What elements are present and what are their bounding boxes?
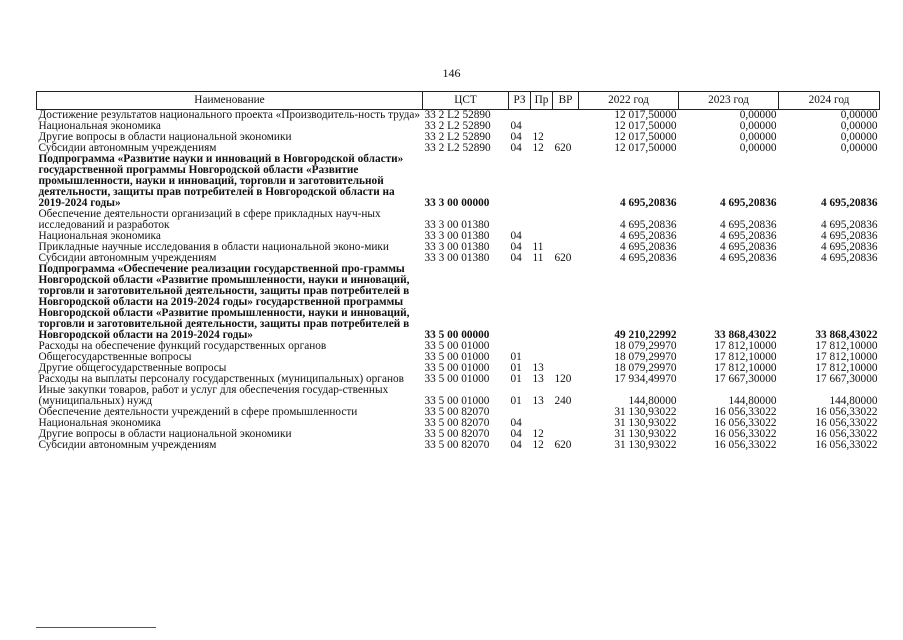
row-rz-cell: 04 <box>510 428 522 440</box>
row-rz-cell: 04 <box>510 120 522 132</box>
row-rz-cell: 04 <box>510 417 522 429</box>
row-2023-cell: 0,00000 <box>739 131 777 143</box>
row-cst-cell: 33 3 00 01380 <box>424 230 490 242</box>
row-2024-cell: 17 812,10000 <box>815 362 878 374</box>
row-2022-cell: 31 130,93022 <box>614 428 677 440</box>
row-vr-cell <box>553 407 579 418</box>
row-pr-cell <box>531 110 553 122</box>
row-rz-cell: 01 <box>510 362 522 374</box>
row-2024-cell: 16 056,33022 <box>815 406 878 418</box>
row-name-cell: Иные закупки товаров, работ и услуг для обеспечения государ-ственных (муниципальных) нужд <box>38 384 389 407</box>
row-vr-cell: 620 <box>554 252 572 264</box>
row-rz-cell: 01 <box>510 373 522 385</box>
row-vr-cell: 240 <box>554 395 572 407</box>
table-row <box>37 209 880 231</box>
row-2024-cell: 0,00000 <box>840 142 878 154</box>
row-cst-cell: 33 5 00 82070 <box>424 428 490 440</box>
footnote-divider <box>36 627 156 628</box>
row-rz-cell: 04 <box>510 230 522 242</box>
row-pr-cell: 12 <box>532 439 544 451</box>
row-2023-cell: 17 812,10000 <box>714 340 777 352</box>
column-header-rz: РЗ <box>509 92 531 110</box>
row-name-cell: Подпрограмма «Развитие науки и инноваций в Новгородской области» государственной программы Новгородской области «Развитие промышленности, науки и инноваций, торговли и заготовительной деятельности, защиты прав потребителей в Новгородской области на 2019-2024 годы» <box>38 153 404 209</box>
row-cst-cell: 33 2 L2 52890 <box>424 109 491 121</box>
row-2022-cell: 31 130,93022 <box>614 406 677 418</box>
row-cst-cell: 33 3 00 00000 <box>424 197 490 209</box>
row-2022-cell: 31 130,93022 <box>614 439 677 451</box>
row-rz-cell: 04 <box>510 142 522 154</box>
row-2023-cell: 17 812,10000 <box>714 362 777 374</box>
row-2023-cell: 33 868,43022 <box>714 329 777 341</box>
table-row <box>37 440 880 451</box>
row-2024-cell: 144,80000 <box>829 395 878 407</box>
row-cst-cell: 33 5 00 00000 <box>424 329 490 341</box>
row-2022-cell: 4 695,20836 <box>620 219 677 231</box>
row-2024-cell: 33 868,43022 <box>815 329 878 341</box>
row-cst-cell: 33 3 00 01380 <box>424 219 490 231</box>
row-pr-cell <box>531 264 553 341</box>
row-rz-cell <box>509 209 531 231</box>
row-2022-cell: 12 017,50000 <box>614 142 677 154</box>
page-number: 146 <box>442 66 461 80</box>
row-vr-cell <box>553 121 579 132</box>
row-2024-cell: 16 056,33022 <box>815 417 878 429</box>
row-pr-cell: 11 <box>532 241 544 253</box>
row-cst-cell: 33 3 00 01380 <box>424 241 490 253</box>
row-2023-cell: 17 667,30000 <box>714 373 777 385</box>
row-name-cell: Прикладные научные исследования в области национальной эконо-мики <box>38 241 389 253</box>
row-2024-cell: 16 056,33022 <box>815 428 878 440</box>
row-name-cell: Другие общегосударственные вопросы <box>38 362 227 374</box>
row-vr-cell <box>553 231 579 242</box>
row-2023-cell: 4 695,20836 <box>720 230 777 242</box>
row-rz-cell: 01 <box>510 351 522 363</box>
row-name-cell: Подпрограмма «Обеспечение реализации государственной про-граммы Новгородской области «Развитие промышленности, науки и инноваций, торговли и заготовительной деятельности, защиты прав потребителей в Новгородской области на 2019-2024 годы» государственной программы Новгородской области «Развитие промышленности, науки и инноваций, торговли и заготовительной деятельности, защиты прав потребителей в Новгородской области на 2019-2024 годы» <box>38 263 410 341</box>
row-name-cell: Достижение результатов национального проекта «Производитель-ность труда» <box>38 109 420 121</box>
row-vr-cell <box>553 352 579 363</box>
row-2022-cell: 12 017,50000 <box>614 131 677 143</box>
row-pr-cell: 11 <box>532 252 544 264</box>
row-pr-cell: 13 <box>532 362 544 374</box>
column-header-2024: 2024 год <box>779 92 880 110</box>
table-header-row <box>37 92 880 110</box>
row-2022-cell: 18 079,29970 <box>614 351 677 363</box>
row-2024-cell: 0,00000 <box>840 131 878 143</box>
row-pr-cell <box>531 341 553 352</box>
row-vr-cell <box>553 264 579 341</box>
row-pr-cell: 13 <box>532 373 544 385</box>
row-2024-cell: 4 695,20836 <box>821 219 878 231</box>
row-rz-cell <box>509 264 531 341</box>
row-name-cell: Другие вопросы в области национальной экономики <box>38 428 292 440</box>
row-2022-cell: 12 017,50000 <box>614 109 677 121</box>
row-name-cell: Субсидии автономным учреждениям <box>38 142 217 154</box>
row-vr-cell <box>553 209 579 231</box>
row-cst-cell: 33 2 L2 52890 <box>424 131 491 143</box>
row-rz-cell: 04 <box>510 252 522 264</box>
row-rz-cell <box>509 154 531 209</box>
row-2023-cell: 16 056,33022 <box>714 406 777 418</box>
budget-table <box>36 91 880 451</box>
row-cst-cell: 33 5 00 01000 <box>424 373 490 385</box>
row-rz-cell: 04 <box>510 241 522 253</box>
row-name-cell: Расходы на выплаты персоналу государственных (муниципальных) органов <box>38 373 404 385</box>
row-2024-cell: 4 695,20836 <box>821 241 878 253</box>
row-vr-cell: 620 <box>554 142 572 154</box>
row-2022-cell: 18 079,29970 <box>614 340 677 352</box>
row-2024-cell: 17 812,10000 <box>815 340 878 352</box>
column-header-2022: 2022 год <box>579 92 679 110</box>
table-row <box>37 385 880 407</box>
row-pr-cell <box>531 154 553 209</box>
column-header-pr: Пр <box>531 92 553 110</box>
row-name-cell: Национальная экономика <box>38 120 161 132</box>
row-2022-cell: 49 210,22992 <box>614 329 677 341</box>
row-2024-cell: 17 667,30000 <box>815 373 878 385</box>
table-row <box>37 264 880 341</box>
row-name-cell: Национальная экономика <box>38 417 161 429</box>
row-vr-cell <box>553 154 579 209</box>
row-2024-cell: 17 812,10000 <box>815 351 878 363</box>
row-2022-cell: 4 695,20836 <box>620 252 677 264</box>
row-vr-cell: 620 <box>554 439 572 451</box>
column-header-name: Наименование <box>37 92 423 110</box>
row-name-cell: Субсидии автономным учреждениям <box>38 439 217 451</box>
row-2022-cell: 17 934,49970 <box>614 373 677 385</box>
row-2024-cell: 4 695,20836 <box>821 197 878 209</box>
row-pr-cell <box>531 209 553 231</box>
row-cst-cell: 33 5 00 01000 <box>424 362 490 374</box>
row-2024-cell: 4 695,20836 <box>821 230 878 242</box>
row-cst-cell: 33 5 00 01000 <box>424 395 490 407</box>
row-2023-cell: 4 695,20836 <box>720 219 777 231</box>
row-2024-cell: 0,00000 <box>840 120 878 132</box>
row-name-cell: Обеспечение деятельности организаций в сфере прикладных науч-ных исследований и разработок <box>38 208 381 231</box>
row-pr-cell: 12 <box>532 131 544 143</box>
row-2023-cell: 4 695,20836 <box>720 197 777 209</box>
row-2023-cell: 0,00000 <box>739 142 777 154</box>
row-cst-cell: 33 5 00 82070 <box>424 439 490 451</box>
row-vr-cell <box>553 418 579 429</box>
row-vr-cell: 120 <box>554 373 572 385</box>
row-name-cell: Другие вопросы в области национальной экономики <box>38 131 292 143</box>
row-2022-cell: 18 079,29970 <box>614 362 677 374</box>
row-2023-cell: 4 695,20836 <box>720 252 777 264</box>
row-name-cell: Субсидии автономным учреждениям <box>38 252 217 264</box>
row-name-cell: Обеспечение деятельности учреждений в сфере промышленности <box>38 406 358 418</box>
row-cst-cell: 33 5 00 82070 <box>424 406 490 418</box>
row-2022-cell: 4 695,20836 <box>620 230 677 242</box>
row-2023-cell: 0,00000 <box>739 109 777 121</box>
row-2023-cell: 16 056,33022 <box>714 428 777 440</box>
row-vr-cell <box>553 110 579 122</box>
row-name-cell: Национальная экономика <box>38 230 161 242</box>
row-2022-cell: 4 695,20836 <box>620 241 677 253</box>
row-cst-cell: 33 5 00 82070 <box>424 417 490 429</box>
row-pr-cell: 13 <box>532 395 544 407</box>
row-rz-cell: 01 <box>510 395 522 407</box>
row-cst-cell: 33 3 00 01380 <box>424 252 490 264</box>
table-body <box>37 110 880 452</box>
column-header-2023: 2023 год <box>679 92 779 110</box>
row-2023-cell: 4 695,20836 <box>720 241 777 253</box>
row-cst-cell: 33 2 L2 52890 <box>424 120 491 132</box>
row-rz-cell: 04 <box>510 439 522 451</box>
row-vr-cell <box>553 341 579 352</box>
row-2023-cell: 144,80000 <box>728 395 777 407</box>
row-2022-cell: 12 017,50000 <box>614 120 677 132</box>
row-name-cell: Расходы на обеспечение функций государственных органов <box>38 340 327 352</box>
row-2022-cell: 4 695,20836 <box>620 197 677 209</box>
row-pr-cell: 12 <box>532 142 544 154</box>
row-rz-cell: 04 <box>510 131 522 143</box>
column-header-cst: ЦСТ <box>423 92 509 110</box>
row-2022-cell: 31 130,93022 <box>614 417 677 429</box>
row-2023-cell: 17 812,10000 <box>714 351 777 363</box>
row-name-cell: Общегосударственные вопросы <box>38 351 192 363</box>
row-cst-cell: 33 5 00 01000 <box>424 340 490 352</box>
table-row <box>37 154 880 209</box>
row-2024-cell: 0,00000 <box>840 109 878 121</box>
row-2023-cell: 0,00000 <box>739 120 777 132</box>
row-2023-cell: 16 056,33022 <box>714 417 777 429</box>
row-2023-cell: 16 056,33022 <box>714 439 777 451</box>
row-pr-cell: 12 <box>532 428 544 440</box>
column-header-vr: ВР <box>553 92 579 110</box>
row-2022-cell: 144,80000 <box>628 395 677 407</box>
row-2024-cell: 16 056,33022 <box>815 439 878 451</box>
row-cst-cell: 33 5 00 01000 <box>424 351 490 363</box>
row-cst-cell: 33 2 L2 52890 <box>424 142 491 154</box>
row-pr-cell <box>531 407 553 418</box>
row-2024-cell: 4 695,20836 <box>821 252 878 264</box>
